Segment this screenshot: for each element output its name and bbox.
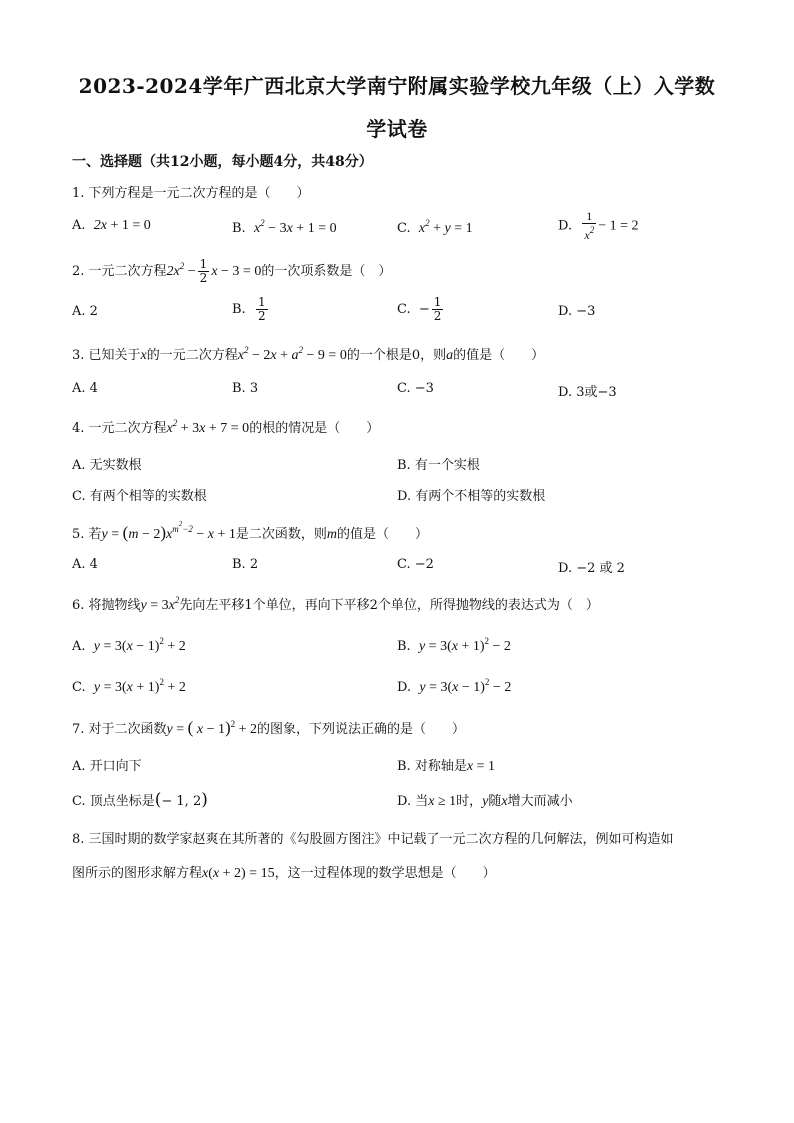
question-1: 1. 下列方程是一元二次方程的是（ ） xyxy=(72,186,310,201)
option-a: A. 4 xyxy=(72,557,98,572)
option-a: A. 4 xyxy=(72,381,98,396)
page-title-line1: 2023-2024学年广西北京大学南宁附属实验学校九年级（上）入学数 xyxy=(78,74,716,98)
option-c: C. $y = 3(x + 1)^2 + 2$ xyxy=(72,677,186,695)
question-7-options-row1 xyxy=(72,755,722,775)
option-c: C. − $\frac{1}{2}$ xyxy=(397,295,442,323)
option-a: A. 2 xyxy=(72,304,98,319)
question-5: 5. 若$y = (m - 2)x^{m^2-2} - x + 1$是二次函数，则m的值是（ ） xyxy=(72,520,429,542)
question-7: 7. 对于二次函数y = ( x − 1)$^2$ + 2的图象，下列说法正确的是（ ） xyxy=(72,718,466,737)
question-6-options-row2 xyxy=(72,677,722,697)
option-d: D. 3或−3 xyxy=(558,385,617,400)
option-c: C. −3 xyxy=(397,381,434,396)
question-3-options xyxy=(72,381,722,401)
question-4: 4. 一元二次方程$x^2 + 3x + 7 = 0$的根的情况是（ ） xyxy=(72,418,380,436)
section-heading: 一、选择题（共12小题，每小题4分，共48分） xyxy=(72,154,373,170)
question-7-options-row2 xyxy=(72,790,722,810)
option-b: B. 3 xyxy=(232,381,259,396)
option-d: D. $y = 3(x - 1)^2 - 2$ xyxy=(397,677,512,695)
option-b: B. $\frac{1}{2}$ xyxy=(232,295,266,323)
question-8-line2: 图所示的图形求解方程x(x + 2) = 15，这一过程体现的数学思想是（ ） xyxy=(72,866,496,881)
question-6: 6. 将抛物线$y = 3x^2$先向左平移1个单位，再向下平移2个单位，所得抛物线的表达式为（ ） xyxy=(72,595,599,613)
question-8-line1: 8. 三国时期的数学家赵爽在其所著的《勾股圆方图注》中记载了一元二次方程的几何解法，例如可构造如 xyxy=(72,832,674,847)
option-d: D. −2 或 2 xyxy=(558,561,625,576)
option-b: B. 对称轴是x = 1 xyxy=(397,759,495,774)
option-b: B. 2 xyxy=(232,557,259,572)
option-d: D. 有两个不相等的实数根 xyxy=(397,489,546,504)
option-c: C. $x^2 + y = 1$ xyxy=(397,218,473,236)
option-d: D. 当x ≥ 1时，y随x增大而减小 xyxy=(397,794,573,809)
question-2: 2. 一元二次方程$2x^2$ − $\frac{1}{2}$ x − 3 = 0的一次项系数是（ ） xyxy=(72,257,392,285)
option-c: C. −2 xyxy=(397,557,434,572)
option-a: A. $y = 3(x - 1)^2 + 2$ xyxy=(72,636,186,654)
option-b: B. 有一个实根 xyxy=(397,458,480,473)
question-1-options xyxy=(72,209,722,242)
question-4-options-row2 xyxy=(72,485,722,505)
option-a: A. 开口向下 xyxy=(72,759,142,774)
option-c: C. 有两个相等的实数根 xyxy=(72,489,207,504)
option-d: D. $\frac{1}{x^2}$ − 1 = 2 xyxy=(558,209,639,242)
question-3: 3. 已知关于x的一元二次方程$x^2 - 2x + a^2 - 9 = 0$的一个根是0，则a的值是（ ） xyxy=(72,345,545,363)
option-c: C. 顶点坐标是(− 1, 2) xyxy=(72,790,208,810)
question-5-options xyxy=(72,557,722,577)
page-title-line2: 学试卷 xyxy=(366,117,428,141)
question-2-options xyxy=(72,295,722,324)
option-b: B. $x^2 - 3x + 1 = 0$ xyxy=(232,218,337,236)
option-a: A. 无实数根 xyxy=(72,458,142,473)
option-a: A. 2x + 1 = 0 xyxy=(72,218,151,233)
question-4-options-row1 xyxy=(72,454,722,474)
question-6-options-row1 xyxy=(72,636,722,656)
option-d: D. −3 xyxy=(558,304,596,319)
option-b: B. $y = 3(x + 1)^2 - 2$ xyxy=(397,636,511,654)
